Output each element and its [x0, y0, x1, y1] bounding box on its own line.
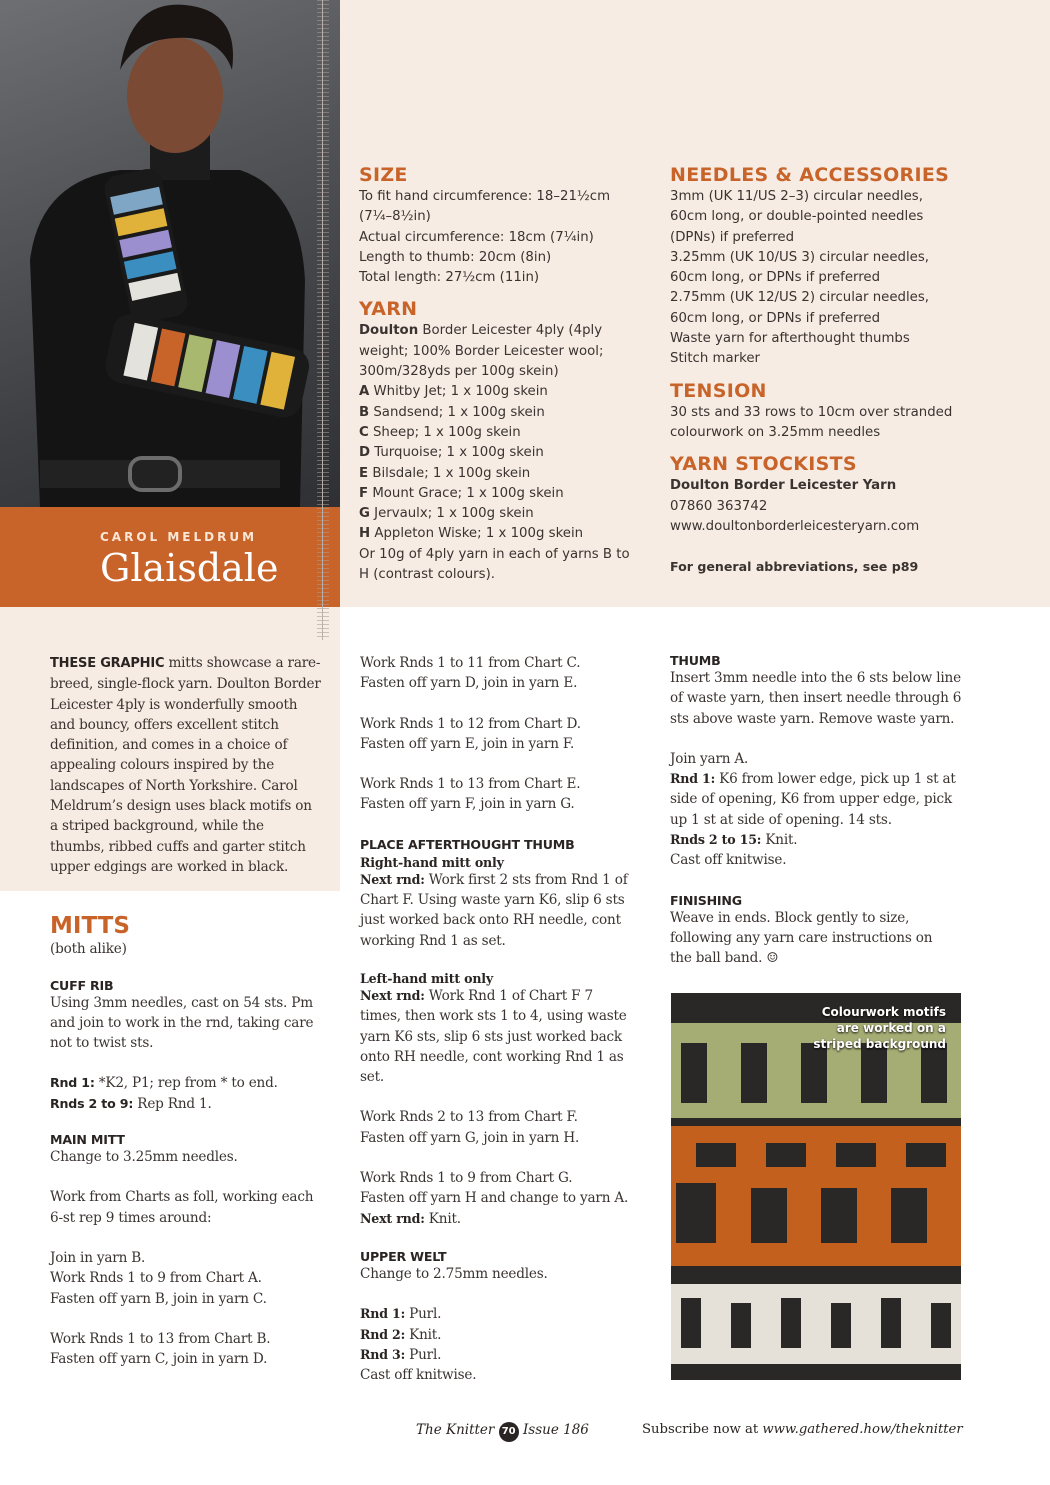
colour-text: Turquoise; 1 x 100g skein [370, 445, 544, 461]
chart-f-line: Work Rnds 2 to 13 from Chart F. [360, 1109, 578, 1126]
chart-d-line: Work Rnds 1 to 12 from Chart D. [360, 715, 581, 732]
needles-line: 3.25mm (UK 10/US 3) circular needles, [670, 249, 929, 265]
yarn-heading: YARN [359, 298, 418, 321]
spacer [50, 1309, 322, 1329]
rnd-label: Rnd 1: [50, 1075, 95, 1091]
size-line: Total length: 27½cm (11in) [359, 270, 540, 286]
welt-rnd-3 [360, 1345, 635, 1365]
cuff-rnd-1 [50, 1073, 322, 1093]
welt-rnd-1 [360, 1304, 635, 1324]
finishing-heading: FINISHING [670, 892, 742, 908]
colour-key: H [359, 526, 371, 542]
right-hand-text [360, 870, 635, 951]
spacer [360, 1284, 635, 1304]
needles-line: 2.75mm (UK 12/US 2) circular needles, [670, 290, 929, 306]
intro-rest: mitts showcase a rare-breed, single-flock yarn. Doulton Border Leicester 4ply is wonderfully smooth and bouncy, offers excellent stitch definition, and comes in a choice of appealing colours inspired by the landscapes of North Yorkshire. Carol Meldrum’s design uses black motifs on a striped background, while the thumbs, ribbed cuffs and garter stitch upper edgings are worked in black. [50, 655, 321, 875]
afterthought-thumb-heading: PLACE AFTERTHOUGHT THUMB [360, 836, 575, 852]
intro-lead: THESE GRAPHIC [50, 656, 165, 671]
main-p3a: Join in yarn B. [50, 1249, 146, 1266]
yarn-alternative: Or 10g of 4ply yarn in each of yarns B to H (contrast colours). [359, 546, 630, 583]
spacer [50, 1167, 322, 1187]
rnd-label: Rnd 3: [360, 1346, 406, 1362]
main-p3b: Work Rnds 1 to 9 from Chart A. [50, 1270, 262, 1287]
tension-line: 30 sts and 33 rows to 10cm over stranded [670, 404, 953, 420]
rnd-text: Purl. [405, 1306, 442, 1323]
thumb-text-1: Insert 3mm needle into the 6 sts below line of waste yarn, then insert needle through 6 sts above waste yarn. Remove waste yarn. [670, 670, 962, 727]
colour-key: B [359, 404, 370, 420]
colour-key: E [359, 465, 369, 481]
yarn-colour [359, 484, 643, 504]
page-number-badge: 70 [499, 1422, 519, 1442]
yarn-brand: Doulton [359, 323, 419, 339]
left-hand-heading: Left-hand mitt only [360, 970, 493, 986]
finishing-body: Weave in ends. Block gently to size, following any yarn care instructions on the ball band. [670, 909, 933, 967]
stockist-phone: 07860 363742 [670, 498, 768, 514]
stockist-web[interactable]: www.doultonborderleicesteryarn.com [670, 518, 920, 534]
spacer [50, 1228, 322, 1248]
rnd-label: Next rnd: [360, 987, 425, 1003]
finishing-text [670, 908, 940, 969]
size-lines [359, 187, 659, 288]
magazine-name: The Knitter [416, 1422, 495, 1438]
colour-text: Whitby Jet; 1 x 100g skein [369, 384, 548, 400]
rnd-label: Rnd 1: [360, 1306, 406, 1322]
stockists-heading: YARN STOCKISTS [670, 453, 857, 476]
spacer [360, 754, 635, 774]
rnd-text: K6 from lower edge, pick up 1 st at side of opening, K6 from upper edge, pick up 1 st at side of opening. 14 sts. [670, 771, 956, 828]
model-illustration [0, 0, 340, 507]
yarn-colour [359, 524, 643, 544]
spacer [360, 1148, 635, 1168]
size-line: Length to thumb: 20cm (8in) [359, 249, 552, 265]
yarn-colour [359, 443, 643, 463]
end-mark-icon: ☺ [766, 950, 779, 967]
size-heading: SIZE [359, 164, 408, 186]
colour-key: A [359, 384, 370, 400]
mitts-heading: MITTS [50, 913, 130, 940]
size-line: (7¼–8½in) [359, 209, 431, 225]
welt-rnd-2 [360, 1325, 635, 1345]
cuff-rib-heading: CUFF RIB [50, 977, 114, 993]
needles-line: Waste yarn for afterthought thumbs [670, 331, 910, 347]
needles-line: 60cm long, or DPNs if preferred [670, 310, 881, 326]
main-p3c: Fasten off yarn B, join in yarn C. [50, 1290, 267, 1307]
thumb-text-2: Join yarn A. [670, 750, 749, 767]
column-3 [670, 653, 962, 969]
main-p2: Work from Charts as foll, working each 6‑st rep 9 times around: [50, 1189, 314, 1226]
rnd-label: Next rnd: [360, 871, 425, 887]
colour-key: F [359, 485, 369, 501]
colour-text: Jervaulx; 1 x 100g skein [369, 506, 534, 522]
pattern-title: Glaisdale [100, 546, 279, 590]
subscribe-url[interactable]: www.gathered.how/theknitter [762, 1422, 963, 1437]
size-yarn-column [359, 164, 659, 585]
upper-welt-text: Change to 2.75mm needles. [360, 1265, 548, 1282]
yarn-colour [359, 504, 643, 524]
intro-text [50, 653, 322, 877]
footer-left [416, 1422, 589, 1442]
spacer [360, 951, 635, 971]
needles-column [670, 164, 970, 577]
swatch-caption: Colourwork motifs are worked on a striped background [813, 1005, 946, 1051]
rnd-label: Next rnd: [360, 1210, 425, 1226]
colour-text: Sandsend; 1 x 100g skein [369, 404, 545, 420]
needles-line: 60cm long, or double-pointed needles [670, 209, 924, 225]
colour-text: Mount Grace; 1 x 100g skein [368, 485, 564, 501]
needles-line: (DPNs) if preferred [670, 229, 795, 245]
footer-right [642, 1422, 963, 1437]
subscribe-text: Subscribe now at [642, 1422, 763, 1437]
model-photo [0, 0, 340, 507]
yarn-colour [359, 403, 643, 423]
rnd-label: Rnds 2 to 15: [670, 832, 762, 848]
abbreviations-note: For general abbreviations, see p89 [670, 559, 919, 575]
colour-key: D [359, 445, 371, 461]
chart-c-line: Fasten off yarn D, join in yarn E. [360, 675, 578, 692]
column-1 [50, 653, 322, 1369]
needles-line: 60cm long, or DPNs if preferred [670, 270, 881, 286]
size-line: Actual circumference: 18cm (7¼in) [359, 229, 594, 245]
right-hand-heading: Right-hand mitt only [360, 854, 504, 870]
rnd-text: Knit. [405, 1326, 442, 1343]
rnd-text: *K2, P1; rep from * to end. [94, 1075, 278, 1092]
chart-f-line: Fasten off yarn G, join in yarn H. [360, 1129, 580, 1146]
rnd-text: Purl. [405, 1346, 442, 1363]
thumb-heading: THUMB [670, 653, 721, 668]
yarn-colour [359, 423, 643, 443]
column-2 [360, 653, 635, 1385]
rnd-text: Knit. [761, 832, 798, 849]
tension-line: colourwork on 3.25mm needles [670, 424, 881, 440]
chart-c-line: Work Rnds 1 to 11 from Chart C. [360, 655, 581, 671]
stockists-details [670, 476, 970, 577]
left-hand-text [360, 986, 635, 1087]
size-line: To fit hand circumference: 18–21½cm [359, 189, 611, 204]
issue-number: Issue 186 [522, 1422, 589, 1438]
main-p4b: Fasten off yarn C, join in yarn D. [50, 1351, 268, 1368]
chart-g-line: Work Rnds 1 to 9 from Chart G. [360, 1170, 573, 1187]
spacer [50, 1053, 322, 1073]
main-p4a: Work Rnds 1 to 13 from Chart B. [50, 1330, 271, 1347]
rnd-text: Work first 2 sts from Rnd 1 of Chart F. Using waste yarn K6, slip 6 sts just worked back onto RH needle, cont working Rnd 1 as set. [360, 871, 628, 949]
zip-decoration [317, 0, 329, 640]
upper-welt-heading: UPPER WELT [360, 1248, 447, 1264]
thumb-cast-off: Cast off knitwise. [670, 852, 787, 869]
yarn-intro-text: Border Leicester 4ply (4ply weight; 100% Border Leicester wool; 300m/328yds per 100g skein) [359, 323, 604, 380]
spacer [360, 694, 635, 714]
yarn-details [359, 321, 643, 585]
needles-lines [670, 187, 970, 370]
yarn-colour [359, 464, 643, 484]
rnd-text: Knit. [424, 1210, 461, 1227]
needles-line: Stitch marker [670, 351, 760, 367]
chart-e-line: Fasten off yarn F, join in yarn G. [360, 796, 575, 813]
cuff-rib-text: Using 3mm needles, cast on 54 sts. Pm and join to work in the rnd, taking care not to twist sts. [50, 994, 314, 1052]
colour-text: Bilsdale; 1 x 100g skein [368, 465, 531, 481]
rnd-text: Work Rnd 1 of Chart F 7 times, then work sts 1 to 4, using waste yarn K6 sts, slip 6 sts just worked back onto RH needle, cont working Rnd 1 as set. [360, 987, 627, 1086]
rnd-label: Rnds 2 to 9: [50, 1095, 134, 1111]
welt-cast-off: Cast off knitwise. [360, 1367, 477, 1384]
yarn-intro [359, 321, 643, 382]
zip-line [322, 0, 323, 640]
next-rnd-knit [360, 1209, 635, 1229]
rnd-text: Rep Rnd 1. [133, 1095, 212, 1112]
tension-lines [670, 403, 970, 444]
main-p1: Change to 3.25mm needles. [50, 1149, 238, 1166]
needles-line: 3mm (UK 11/US 2–3) circular needles, [670, 189, 923, 204]
spacer [360, 1087, 635, 1107]
mitts-note: (both alike) [50, 941, 127, 958]
tension-heading: TENSION [670, 379, 767, 402]
colour-text: Appleton Wiske; 1 x 100g skein [370, 526, 584, 542]
chart-d-line: Fasten off yarn E, join in yarn F. [360, 735, 575, 752]
chart-g-line: Fasten off yarn H and change to yarn A. [360, 1190, 629, 1207]
thumb-rnd-1 [670, 769, 962, 830]
rnd-label: Rnd 2: [360, 1326, 406, 1342]
colour-key: C [359, 424, 369, 440]
yarn-colour [359, 382, 643, 402]
rnd-label: Rnd 1: [670, 771, 716, 787]
designer-name: CAROL MELDRUM [100, 530, 258, 544]
colour-key: G [359, 506, 370, 522]
thumb-rnd-2 [670, 830, 962, 850]
stockist-name: Doulton Border Leicester Yarn [670, 478, 897, 494]
cuff-rnd-2 [50, 1094, 322, 1114]
main-mitt-heading: MAIN MITT [50, 1132, 125, 1148]
needles-heading: NEEDLES & ACCESSORIES [670, 164, 950, 186]
colour-text: Sheep; 1 x 100g skein [368, 424, 521, 440]
spacer [670, 729, 962, 749]
chart-e-line: Work Rnds 1 to 13 from Chart E. [360, 776, 581, 793]
